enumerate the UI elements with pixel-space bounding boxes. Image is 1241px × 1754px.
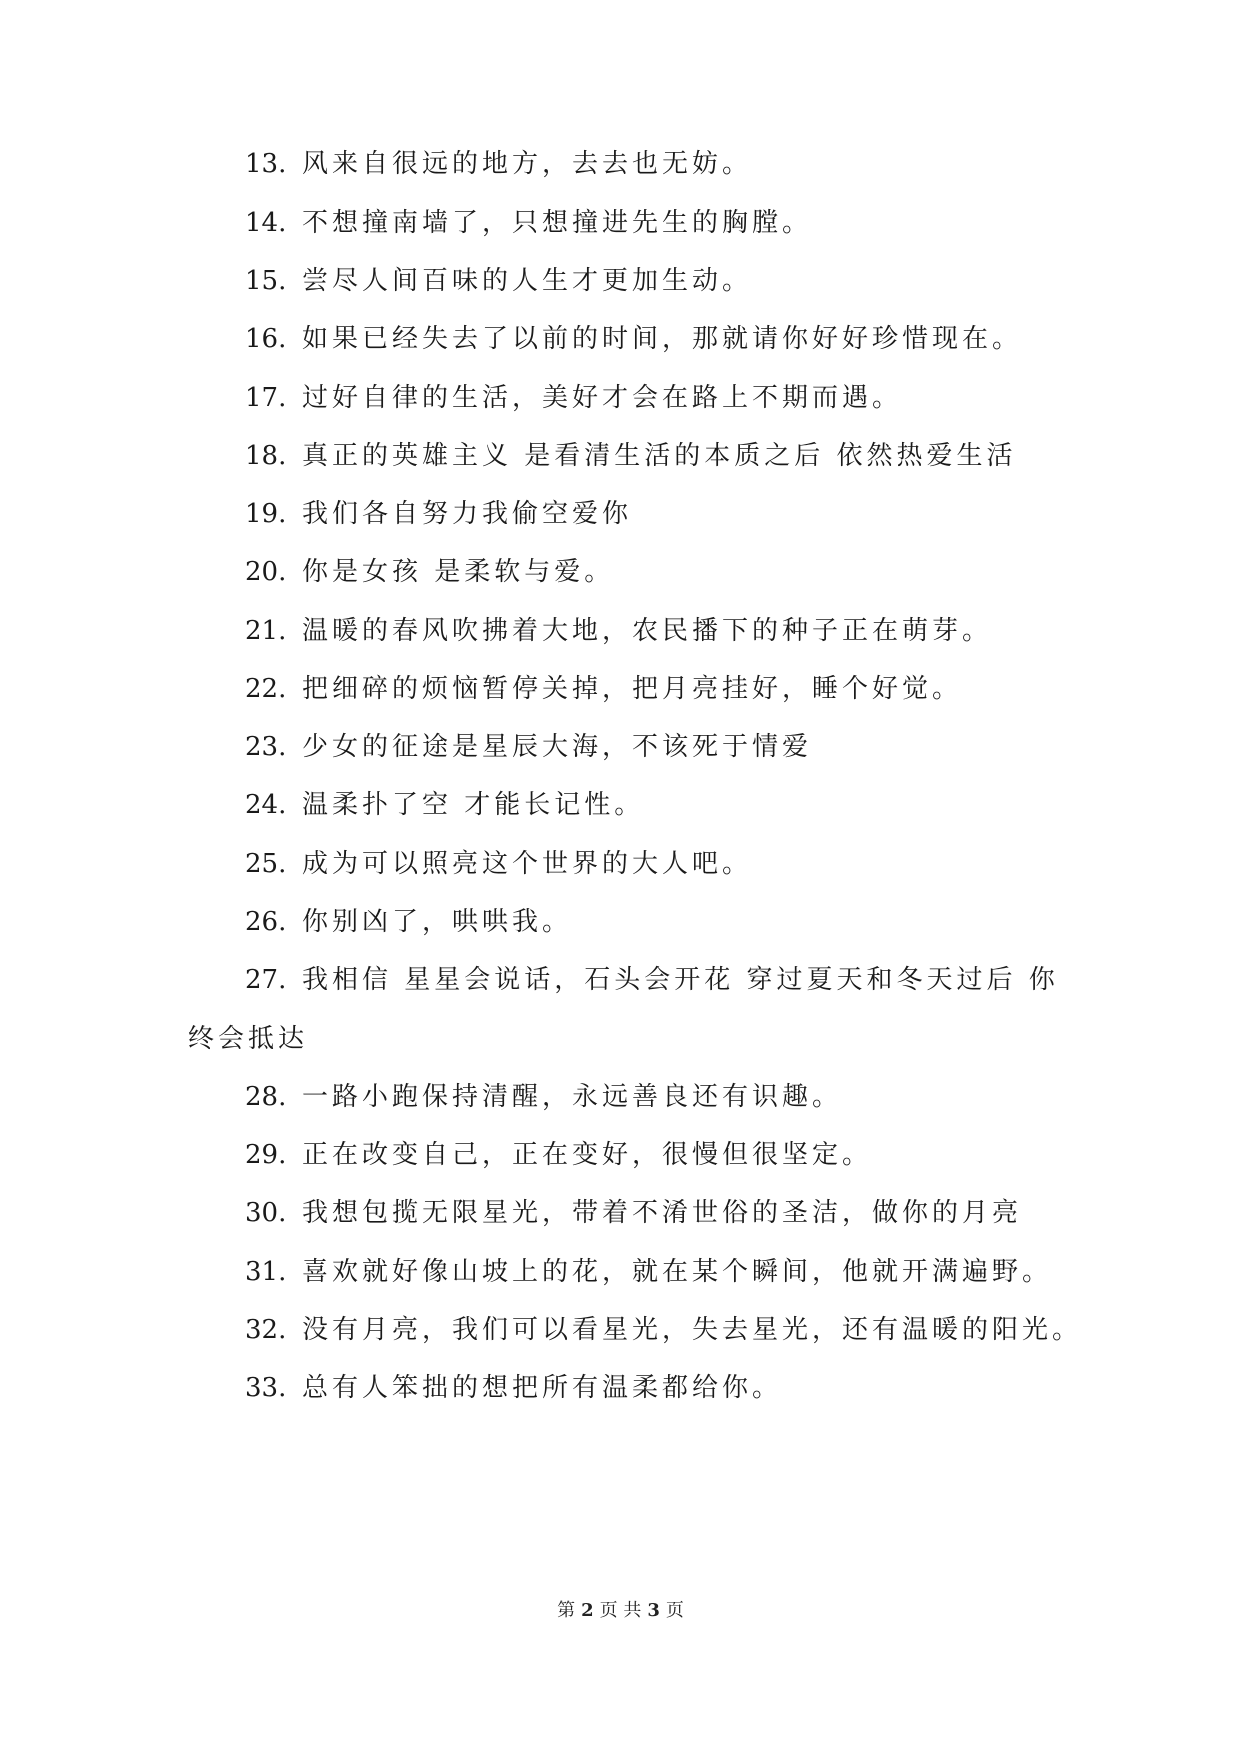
item-text: 总有人笨拙的想把所有温柔都给你。 — [302, 1373, 783, 1403]
list-item — [188, 1077, 1068, 1117]
item-number: 23. — [245, 732, 287, 762]
list-item — [188, 203, 1068, 243]
list-item — [188, 785, 1068, 825]
list-item — [188, 494, 1068, 534]
list-item — [188, 960, 1068, 1000]
page-footer — [0, 1599, 1241, 1623]
item-text: 你别凶了，哄哄我。 — [302, 907, 573, 937]
list-item-continuation: 终会抵达 — [188, 1024, 309, 1054]
item-text: 成为可以照亮这个世界的大人吧。 — [302, 849, 753, 879]
item-number: 33. — [245, 1373, 287, 1403]
item-number: 29. — [245, 1140, 287, 1170]
item-text: 我们各自努力我偷空爱你 — [302, 499, 633, 529]
list-item — [188, 378, 1068, 418]
item-number: 15. — [245, 266, 287, 296]
footer-suffix: 页 — [665, 1600, 684, 1621]
item-text: 我相信 星星会说话，石头会开花 穿过夏天和冬天过后 你 — [302, 965, 1059, 995]
list-item — [188, 552, 1068, 592]
footer-page-number: 2 — [581, 1600, 594, 1621]
list-item — [188, 902, 1068, 942]
item-number: 14. — [245, 208, 287, 238]
list-item — [188, 669, 1068, 709]
item-text: 如果已经失去了以前的时间，那就请你好好珍惜现在。 — [302, 324, 1023, 354]
item-number: 17. — [245, 383, 287, 413]
item-number: 24. — [245, 790, 287, 820]
item-text: 温暖的春风吹拂着大地，农民播下的种子正在萌芽。 — [302, 616, 993, 646]
footer-mid: 页 共 — [599, 1600, 642, 1621]
item-number: 18. — [245, 441, 287, 471]
list-item — [188, 1193, 1068, 1233]
footer-prefix: 第 — [557, 1600, 576, 1621]
item-text: 我想包揽无限星光，带着不淆世俗的圣洁，做你的月亮 — [302, 1198, 1023, 1228]
item-text: 少女的征途是星辰大海，不该死于情爱 — [302, 732, 813, 762]
item-text: 过好自律的生活，美好才会在路上不期而遇。 — [302, 383, 903, 413]
item-text: 真正的英雄主义 是看清生活的本质之后 依然热爱生活 — [302, 441, 1017, 471]
list-item — [188, 144, 1068, 184]
item-number: 27. — [245, 965, 287, 995]
list-item — [188, 261, 1068, 301]
item-text: 不想撞南墙了，只想撞进先生的胸膛。 — [302, 208, 813, 238]
item-text: 把细碎的烦恼暂停关掉，把月亮挂好，睡个好觉。 — [302, 674, 963, 704]
item-text: 正在改变自己，正在变好，很慢但很坚定。 — [302, 1140, 873, 1170]
item-number: 20. — [245, 557, 287, 587]
list-item — [188, 1252, 1068, 1292]
item-text: 温柔扑了空 才能长记性。 — [302, 790, 645, 820]
item-number: 22. — [245, 674, 287, 704]
item-text: 你是女孩 是柔软与爱。 — [302, 557, 615, 587]
item-text: 风来自很远的地方，去去也无妨。 — [302, 149, 753, 179]
list-item — [188, 844, 1068, 884]
item-number: 31. — [245, 1257, 287, 1287]
item-number: 21. — [245, 616, 287, 646]
list-item — [188, 319, 1068, 359]
item-number: 28. — [245, 1082, 287, 1112]
item-text: 喜欢就好像山坡上的花，就在某个瞬间，他就开满遍野。 — [302, 1257, 1053, 1287]
list-item — [188, 436, 1068, 476]
item-number: 32. — [245, 1315, 287, 1345]
list-item — [188, 1135, 1068, 1175]
item-number: 25. — [245, 849, 287, 879]
list-item — [188, 1310, 1083, 1350]
item-text: 没有月亮，我们可以看星光，失去星光，还有温暖的阳光。 — [302, 1315, 1083, 1345]
item-text: 一路小跑保持清醒，永远善良还有识趣。 — [302, 1082, 843, 1112]
footer-total-pages: 3 — [647, 1600, 660, 1621]
item-number: 16. — [245, 324, 287, 354]
list-item — [188, 611, 1068, 651]
list-item — [188, 727, 1068, 767]
item-text: 尝尽人间百味的人生才更加生动。 — [302, 266, 753, 296]
item-number: 13. — [245, 149, 287, 179]
list-item — [188, 1368, 1068, 1408]
item-number: 19. — [245, 499, 287, 529]
item-number: 30. — [245, 1198, 287, 1228]
item-number: 26. — [245, 907, 287, 937]
